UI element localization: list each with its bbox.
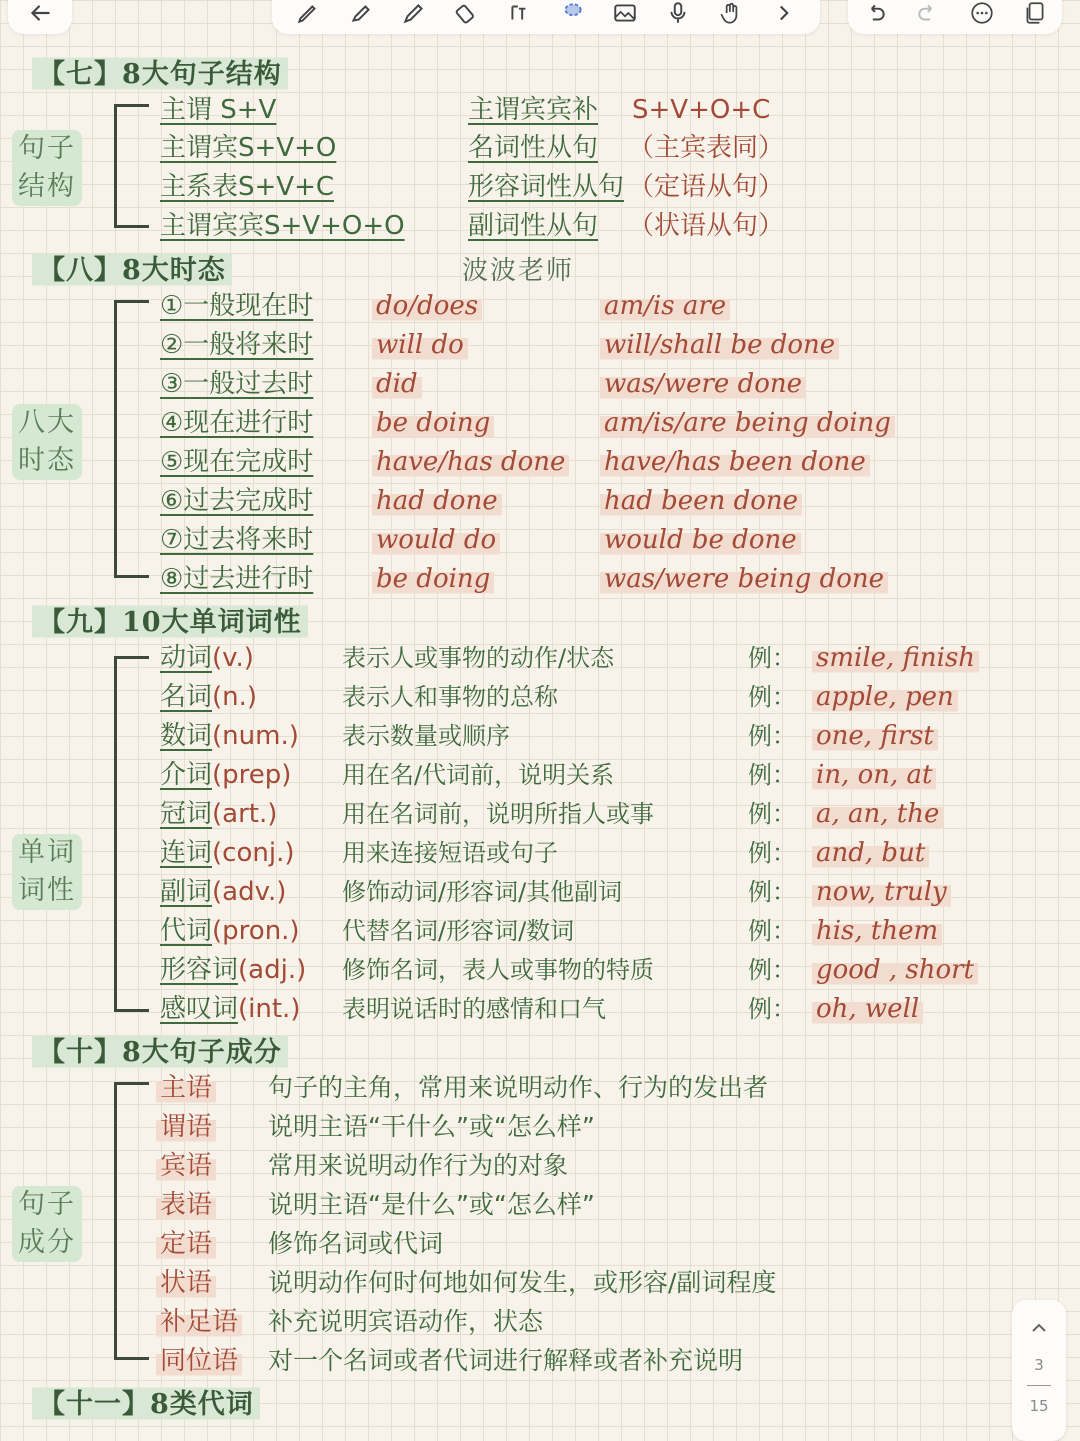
sentence-structure-right: 主谓宾宾补 bbox=[468, 95, 599, 125]
tense-active-form: have/has done bbox=[372, 444, 569, 480]
pencil-icon[interactable] bbox=[400, 0, 428, 27]
chevron-right-icon[interactable] bbox=[770, 0, 798, 27]
tense-name: ③一般过去时 bbox=[160, 369, 314, 399]
tense-active-form: will do bbox=[372, 327, 468, 363]
more-icon[interactable] bbox=[968, 0, 996, 27]
part-of-speech-example: his, them bbox=[812, 913, 942, 949]
chevron-up-icon[interactable] bbox=[1027, 1316, 1051, 1340]
part-of-speech-name bbox=[160, 874, 286, 910]
part-of-speech-name bbox=[160, 835, 294, 871]
part-of-speech-example: a, an, the bbox=[812, 796, 943, 832]
sentence-structure-left: 主谓宾宾S+V+O+O bbox=[160, 211, 405, 241]
section7-bracket bbox=[114, 104, 149, 228]
part-of-speech-definition: 表示人和事物的总称 bbox=[342, 683, 558, 711]
section8-heading: 【八】8大时态 bbox=[32, 246, 232, 289]
part-of-speech-chinese: 代词 bbox=[160, 916, 213, 946]
tense-passive-form: am/is/are being doing bbox=[600, 405, 895, 441]
section8-bracket bbox=[114, 300, 149, 578]
sentence-component-definition: 补充说明宾语动作，状态 bbox=[268, 1307, 544, 1336]
part-of-speech-example: and, but bbox=[812, 835, 929, 871]
sentence-structure-left: 主系表S+V+C bbox=[160, 172, 335, 202]
part-of-speech-example: smile, finish bbox=[812, 640, 979, 676]
part-of-speech-name bbox=[160, 796, 277, 832]
part-of-speech-abbr: (n.) bbox=[212, 682, 258, 712]
example-label: 例： bbox=[748, 995, 796, 1023]
part-of-speech-definition: 用来连接短语或句子 bbox=[342, 839, 558, 867]
section11-heading: 【十一】8类代词 bbox=[32, 1380, 260, 1423]
part-of-speech-example: apple, pen bbox=[812, 679, 958, 715]
part-of-speech-name bbox=[160, 640, 254, 676]
part-of-speech-example: oh, well bbox=[812, 991, 923, 1027]
tag-line: 句子 bbox=[18, 133, 76, 164]
example-label: 例： bbox=[748, 917, 796, 945]
tag-line: 结构 bbox=[18, 171, 76, 202]
pages-icon[interactable] bbox=[1021, 0, 1049, 27]
sentence-structure-right: 名词性从句 bbox=[468, 133, 599, 163]
part-of-speech-chinese: 感叹词 bbox=[160, 994, 239, 1024]
tense-name: ②一般将来时 bbox=[160, 330, 314, 360]
tense-active-form: be doing bbox=[372, 405, 494, 441]
tense-active-form: do/does bbox=[372, 288, 482, 324]
tense-passive-form: had been done bbox=[600, 483, 802, 519]
lasso-icon[interactable] bbox=[558, 0, 586, 27]
sentence-component-term: 补足语 bbox=[156, 1304, 242, 1340]
part-of-speech-definition: 代替名词/形容词/数词 bbox=[342, 917, 575, 945]
part-of-speech-definition: 表明说话时的感情和口气 bbox=[342, 995, 606, 1023]
part-of-speech-example: in, on, at bbox=[812, 757, 936, 793]
part-of-speech-name bbox=[160, 991, 300, 1027]
section9-heading: 【九】10大单词词性 bbox=[32, 598, 308, 641]
tense-name: ⑥过去完成时 bbox=[160, 486, 314, 516]
sentence-component-definition: 说明主语“干什么”或“怎么样” bbox=[268, 1112, 595, 1141]
part-of-speech-abbr: (pron.) bbox=[212, 916, 300, 946]
example-label: 例： bbox=[748, 683, 796, 711]
part-of-speech-chinese: 副词 bbox=[160, 877, 213, 907]
tense-passive-form: was/were done bbox=[600, 366, 806, 402]
tag-line: 成分 bbox=[18, 1227, 76, 1258]
section10-side-tag bbox=[12, 1186, 82, 1262]
sentence-component-term: 谓语 bbox=[156, 1109, 216, 1145]
sentence-structure-right-detail: （主宾表同） bbox=[628, 133, 785, 163]
part-of-speech-abbr: (int.) bbox=[238, 994, 301, 1024]
example-label: 例： bbox=[748, 722, 796, 750]
sentence-component-definition: 说明主语“是什么”或“怎么样” bbox=[268, 1190, 595, 1219]
back-arrow-icon[interactable] bbox=[26, 0, 54, 27]
part-of-speech-definition: 修饰动词/形容词/其他副词 bbox=[342, 878, 623, 906]
section9-side-tag bbox=[12, 834, 82, 910]
part-of-speech-chinese: 名词 bbox=[160, 682, 213, 712]
part-of-speech-name bbox=[160, 913, 300, 949]
part-of-speech-abbr: (adj.) bbox=[238, 955, 307, 985]
sentence-component-term: 同位语 bbox=[156, 1343, 242, 1379]
tag-line: 词性 bbox=[18, 875, 76, 906]
sentence-structure-right: 副词性从句 bbox=[468, 211, 599, 241]
hand-icon[interactable] bbox=[717, 0, 745, 27]
tense-name: ⑤现在完成时 bbox=[160, 447, 314, 477]
text-tool-icon[interactable] bbox=[506, 0, 534, 27]
section8-side-tag bbox=[12, 404, 82, 480]
part-of-speech-abbr: (adv.) bbox=[212, 877, 287, 907]
tag-line: 单词 bbox=[18, 837, 76, 868]
example-label: 例： bbox=[748, 878, 796, 906]
section10-bracket bbox=[114, 1082, 149, 1360]
toolbar-back-group bbox=[8, 0, 72, 34]
toolbar-actions bbox=[848, 0, 1062, 34]
sentence-component-definition: 说明动作何时何地如何发生，或形容/副词程度 bbox=[268, 1268, 777, 1297]
eraser-icon[interactable] bbox=[453, 0, 481, 27]
section10-heading: 【十】8大句子成分 bbox=[32, 1028, 288, 1071]
part-of-speech-name bbox=[160, 757, 291, 793]
toolbar-tools bbox=[272, 0, 820, 34]
part-of-speech-abbr: (conj.) bbox=[212, 838, 295, 868]
sentence-structure-left: 主谓宾S+V+O bbox=[160, 133, 337, 163]
sentence-component-definition: 常用来说明动作行为的对象 bbox=[268, 1151, 569, 1180]
pen-icon[interactable] bbox=[294, 0, 322, 27]
part-of-speech-example: one, first bbox=[812, 718, 938, 754]
tense-passive-form: am/is are bbox=[600, 288, 730, 324]
part-of-speech-chinese: 介词 bbox=[160, 760, 213, 790]
part-of-speech-abbr: (v.) bbox=[212, 643, 254, 673]
part-of-speech-definition: 修饰名词，表人或事物的特质 bbox=[342, 956, 654, 984]
part-of-speech-example: now, truly bbox=[812, 874, 951, 910]
example-label: 例： bbox=[748, 956, 796, 984]
tense-passive-form: will/shall be done bbox=[600, 327, 839, 363]
sentence-component-term: 表语 bbox=[156, 1187, 216, 1223]
tense-name: ⑦过去将来时 bbox=[160, 525, 314, 555]
section9-bracket bbox=[114, 656, 149, 1012]
part-of-speech-chinese: 冠词 bbox=[160, 799, 213, 829]
part-of-speech-chinese: 数词 bbox=[160, 721, 213, 751]
example-label: 例： bbox=[748, 839, 796, 867]
part-of-speech-chinese: 动词 bbox=[160, 643, 213, 673]
tense-name: ④现在进行时 bbox=[160, 408, 314, 438]
microphone-icon[interactable] bbox=[664, 0, 692, 27]
tense-active-form: would do bbox=[372, 522, 500, 558]
part-of-speech-abbr: (prep) bbox=[212, 760, 292, 790]
sentence-component-term: 状语 bbox=[156, 1265, 216, 1301]
part-of-speech-name bbox=[160, 952, 306, 988]
part-of-speech-chinese: 连词 bbox=[160, 838, 213, 868]
marker-icon[interactable] bbox=[347, 0, 375, 27]
tense-passive-form: was/were being done bbox=[600, 561, 888, 597]
tense-active-form: did bbox=[372, 366, 422, 402]
part-of-speech-definition: 用在名/代词前，说明关系 bbox=[342, 761, 615, 789]
sentence-component-term: 宾语 bbox=[156, 1148, 216, 1184]
part-of-speech-chinese: 形容词 bbox=[160, 955, 239, 985]
redo-icon[interactable] bbox=[914, 0, 942, 27]
undo-icon[interactable] bbox=[861, 0, 889, 27]
example-label: 例： bbox=[748, 644, 796, 672]
image-icon[interactable] bbox=[611, 0, 639, 27]
sentence-structure-right-detail: （定语从句） bbox=[628, 172, 785, 202]
total-page-number: 15 bbox=[1029, 1397, 1049, 1415]
tag-line: 句子 bbox=[18, 1189, 76, 1220]
part-of-speech-example: good , short bbox=[812, 952, 978, 988]
sentence-structure-left: 主谓 S+V bbox=[160, 95, 277, 125]
sentence-component-term: 定语 bbox=[156, 1226, 216, 1262]
current-page-number: 3 bbox=[1034, 1356, 1044, 1374]
part-of-speech-abbr: (art.) bbox=[212, 799, 278, 829]
example-label: 例： bbox=[748, 761, 796, 789]
part-of-speech-abbr: (num.) bbox=[212, 721, 299, 751]
tense-name: ⑧过去进行时 bbox=[160, 564, 314, 594]
part-of-speech-definition: 表示人或事物的动作/状态 bbox=[342, 644, 615, 672]
tag-line: 八大 bbox=[18, 407, 76, 438]
sentence-structure-right: 形容词性从句 bbox=[468, 172, 625, 202]
sentence-component-term: 主语 bbox=[156, 1070, 216, 1106]
tag-line: 时态 bbox=[18, 445, 76, 476]
part-of-speech-name bbox=[160, 718, 299, 754]
part-of-speech-name bbox=[160, 679, 257, 715]
sentence-component-definition: 句子的主角，常用来说明动作、行为的发出者 bbox=[268, 1073, 769, 1102]
page-divider bbox=[1027, 1385, 1051, 1386]
part-of-speech-definition: 用在名词前，说明所指人或事 bbox=[342, 800, 654, 828]
tense-active-form: be doing bbox=[372, 561, 494, 597]
tense-passive-form: have/has been done bbox=[600, 444, 870, 480]
sentence-structure-right-detail: （状语从句） bbox=[628, 211, 785, 241]
sentence-component-definition: 对一个名词或者代词进行解释或者补充说明 bbox=[268, 1346, 744, 1375]
part-of-speech-definition: 表示数量或顺序 bbox=[342, 722, 510, 750]
section7-heading: 【七】8大句子结构 bbox=[32, 50, 288, 93]
tense-name: ①一般现在时 bbox=[160, 291, 314, 321]
page-scrubber[interactable] bbox=[1012, 1300, 1066, 1441]
sentence-component-definition: 修饰名词或代词 bbox=[268, 1229, 444, 1258]
tense-active-form: had done bbox=[372, 483, 502, 519]
tense-passive-form: would be done bbox=[600, 522, 801, 558]
section7-side-tag bbox=[12, 130, 82, 206]
teacher-name: 波波老师 bbox=[462, 256, 575, 286]
example-label: 例： bbox=[748, 800, 796, 828]
sentence-structure-right-detail: S+V+O+C bbox=[632, 95, 771, 125]
